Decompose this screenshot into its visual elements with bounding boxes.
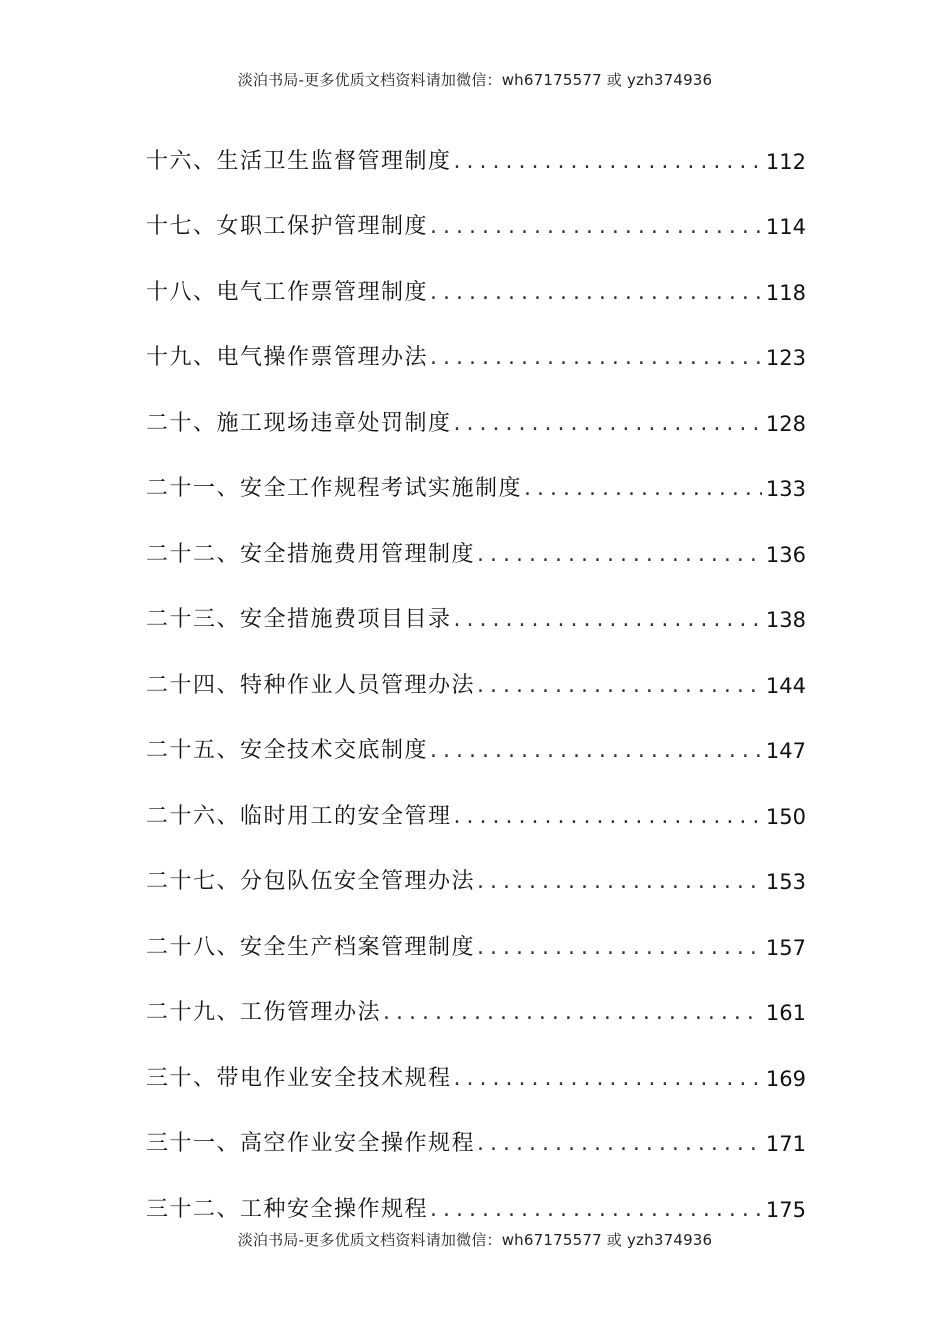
toc-title: 二十七、分包队伍安全管理办法: [146, 869, 476, 894]
toc-entry[interactable]: [146, 970, 806, 1036]
toc-leader: [383, 991, 762, 1035]
toc-leader: [454, 402, 762, 446]
toc-page-number: 144: [765, 673, 806, 698]
toc-leader: [430, 336, 762, 380]
toc-title: 十六、生活卫生监督管理制度: [146, 148, 452, 174]
toc-entry[interactable]: [146, 315, 806, 381]
toc-leader: [430, 205, 762, 249]
toc-page-number: 123: [765, 346, 806, 370]
toc-entry[interactable]: [146, 708, 806, 774]
header-watermark: 淡泊书局-更多优质文档资料请加微信：wh67175577 或 yzh374936: [237, 71, 713, 89]
toc-title: 三十二、工种安全操作规程: [146, 1196, 429, 1222]
toc-page-number: 171: [765, 1132, 806, 1156]
table-of-contents: [146, 118, 806, 1232]
toc-entry[interactable]: [146, 642, 806, 708]
toc-entry[interactable]: [146, 446, 806, 512]
toc-title: 二十二、安全措施费用管理制度: [146, 541, 476, 567]
toc-entry[interactable]: [146, 839, 806, 905]
toc-title: 二十八、安全生产档案管理制度: [146, 934, 476, 960]
toc-page-number: 150: [765, 804, 806, 829]
toc-title: 十八、电气工作票管理制度: [146, 279, 429, 305]
toc-title: 二十一、安全工作规程考试实施制度: [146, 476, 523, 501]
toc-title: 十七、女职工保护管理制度: [146, 214, 429, 239]
toc-page-number: 112: [765, 149, 806, 174]
toc-leader: [477, 664, 762, 708]
toc-leader: [477, 860, 762, 904]
toc-page-number: 175: [765, 1197, 806, 1222]
toc-page-number: 138: [765, 608, 806, 632]
toc-page-number: 114: [765, 215, 806, 239]
toc-page-number: 161: [765, 1001, 806, 1025]
toc-entry[interactable]: [146, 904, 806, 970]
toc-page-number: 118: [765, 280, 806, 305]
toc-leader: [454, 795, 762, 839]
toc-entry[interactable]: [146, 511, 806, 577]
toc-entry[interactable]: [146, 118, 806, 184]
toc-entry[interactable]: [146, 249, 806, 315]
toc-page-number: 133: [765, 477, 806, 501]
toc-title: 二十四、特种作业人员管理办法: [146, 672, 476, 698]
toc-entry[interactable]: [146, 380, 806, 446]
toc-leader: [430, 1188, 762, 1232]
toc-title: 二十五、安全技术交底制度: [146, 738, 429, 763]
toc-page-number: 157: [765, 935, 806, 960]
toc-entry[interactable]: [146, 1035, 806, 1101]
toc-leader: [430, 271, 762, 315]
toc-title: 三十、带电作业安全技术规程: [146, 1065, 452, 1091]
toc-page-number: 128: [765, 411, 806, 436]
toc-title: 二十、施工现场违章处罚制度: [146, 410, 452, 436]
toc-leader: [477, 926, 762, 970]
footer-watermark: 淡泊书局-更多优质文档资料请加微信：wh67175577 或 yzh374936: [237, 1231, 713, 1249]
toc-leader: [477, 1122, 762, 1166]
toc-entry[interactable]: [146, 184, 806, 250]
toc-entry[interactable]: [146, 1101, 806, 1167]
toc-leader: [454, 140, 762, 184]
toc-page-number: 136: [765, 542, 806, 567]
toc-entry[interactable]: [146, 773, 806, 839]
toc-title: 二十九、工伤管理办法: [146, 1000, 382, 1025]
toc-leader: [477, 533, 762, 577]
toc-entry[interactable]: [146, 1166, 806, 1232]
toc-title: 十九、电气操作票管理办法: [146, 345, 429, 370]
toc-leader: [430, 729, 762, 773]
toc-page-number: 153: [765, 870, 806, 894]
toc-title: 二十三、安全措施费项目目录: [146, 607, 452, 632]
toc-entry[interactable]: [146, 577, 806, 643]
toc-page-number: 147: [765, 739, 806, 763]
toc-page-number: 169: [765, 1066, 806, 1091]
toc-leader: [454, 1057, 762, 1101]
toc-leader: [524, 467, 762, 511]
toc-title: 二十六、临时用工的安全管理: [146, 803, 452, 829]
toc-leader: [454, 598, 762, 642]
toc-title: 三十一、高空作业安全操作规程: [146, 1131, 476, 1156]
